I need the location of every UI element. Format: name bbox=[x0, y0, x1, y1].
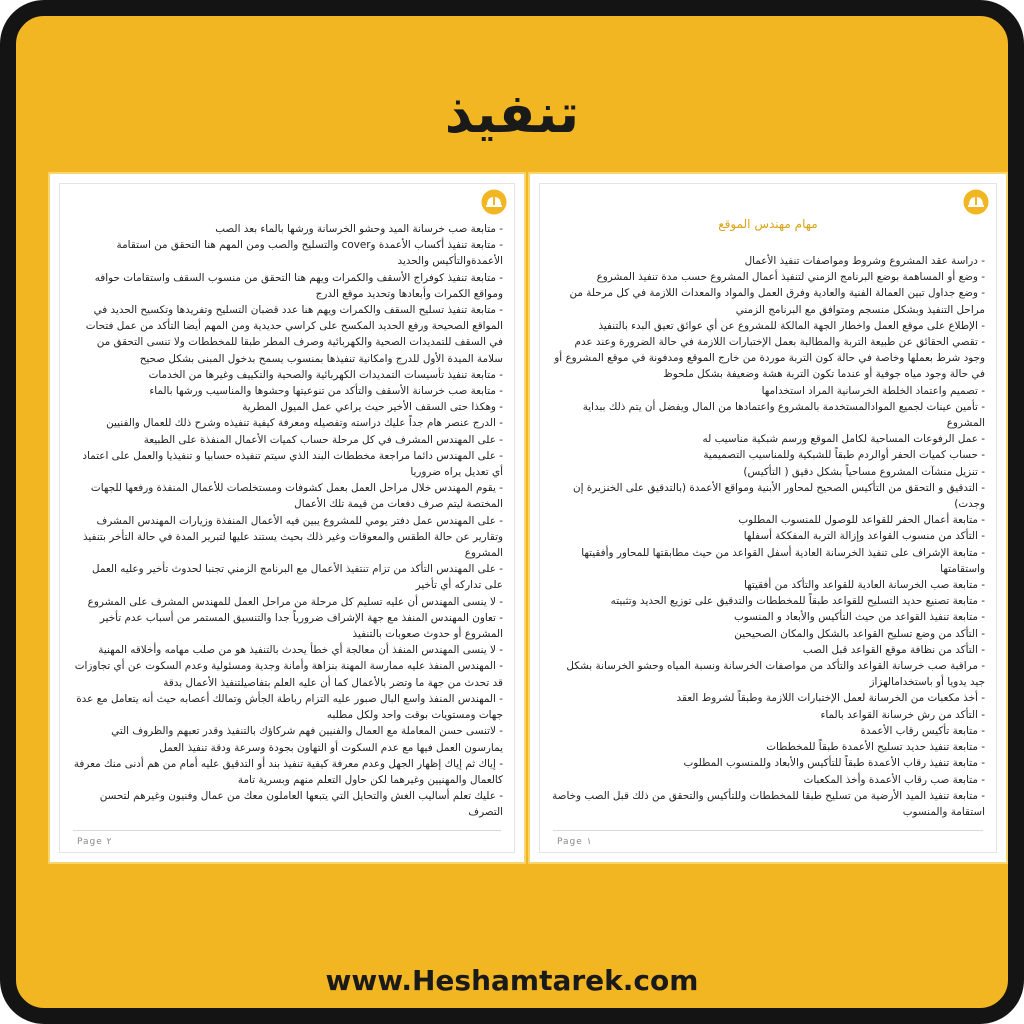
list-item: - تأمين عينات لجميع الموادالمستخدمة بالمشروع واعتمادها من المال ويفضل أن يتم ذلك ببداية المشروع bbox=[582, 400, 985, 430]
list-item: - الإطلاع على موقع العمل واخطار الجهة المالكة للمشروع عن أي عوائق تعيق البدء بالتنفيذ bbox=[598, 319, 985, 332]
list-item: - متابعة تنفيذ تأسيسات التمديدات الكهربائية والصحية والتكييف وغيرها من الخدمات bbox=[148, 368, 503, 381]
list-item: - تصميم واعتماد الخلطة الخرسانية المراد استخدامها bbox=[761, 384, 985, 397]
list-item: - وهكذا حتى السقف الأخير حيث يراعي عمل الميول المطرية bbox=[242, 401, 503, 414]
footer-divider bbox=[73, 830, 501, 831]
footer-divider bbox=[553, 830, 983, 831]
list-item: - تنزيل منشآت المشروع مساحياً بشكل دقيق ( التأكيس) bbox=[743, 465, 985, 478]
list-item: - متابعة تنفيذ تسليح السقف والكمرات ويهم هنا عدد قضبان التسليح وتفريدها وتكسيح الحديد في المواقع الصحيحة ورفع الحديد المكسح على كراسي حديدية ومن المهم أيضا التأكد من عمل فتحات في السقف للتمديدات الصحية والكهربائية وصرف المطر طبقا للمخططات ولا تنسى التحقق من سلامة الميدة الأول للدرج وامكانية تنفيذها بمنسوب يسمح بدخول المبنى بشكل صحيح bbox=[85, 304, 503, 365]
list-item: - متابعة تنفيذ الميد الأرضية من تسليح طبقا للمخططات وللتأكيس والتحقق من ذلك قبل الصب وخاصة استقامة والمنسوب bbox=[552, 789, 985, 818]
list-item: - لا ينسى المهندس أن عليه تسليم كل مرحلة من مراحل العمل للمهندس المشرف على المشروع bbox=[87, 595, 503, 608]
list-item: - دراسة عقد المشروع وشروط ومواصفات تنفيذ الأعمال bbox=[744, 255, 985, 267]
page-number: Page ١ bbox=[557, 837, 592, 847]
list-item: - متابعة صب خرسانة الميد وحشو الخرسانة ورشها بالماء بعد الصب bbox=[215, 223, 503, 235]
list-item: - متابعة صب رقاب الأعمدة وأخذ المكعبات bbox=[803, 773, 985, 786]
list-item: - الدرج عنصر هام جداً عليك دراسته وتفصيله ومعرفة كيفية تنفيذه وشرح ذلك للعمال والفنيين bbox=[106, 417, 503, 430]
list-item: - متابعة تنفيذ أكساب الأعمدة وcover والتسليح والصب ومن المهم هنا التحقق من استقامة الأعمدةوالتأكيس والحديد bbox=[116, 239, 503, 268]
document-page-2 bbox=[50, 174, 524, 862]
list-item: - لاتنسى حسن المعاملة مع العمال والفنيين فهم شركاؤك بالتنفيذ وقدر تعبهم والظروف التي يمارسون العمل فيها مع عدم السكوت أو التهاون بجودة وسرعة ودقة تنفيذ العمل bbox=[111, 725, 503, 754]
list-item: - على المهندس دائما مراجعة مخططات البند الذي سيتم تنفيذه حسابيا و تنفيذيا والعمل على اعتماد أي تعديل يراه ضروريا bbox=[82, 449, 503, 479]
list-item: - وضع جداول تبين العمالة الفنية والعادية وفرق العمل والمواد والمعدات اللازمة في كل مرحلة من مراحل التنفيذ وبشكل منسجم ومتوافق مع البرنامج الزمني bbox=[569, 287, 985, 316]
list-item: - التدقيق و التحقق من التأكيس الصحيح لمحاور الأبنية ومواقع الأعمدة (بالتدقيق على الخنزيرة إن وجدت) bbox=[572, 481, 985, 511]
hard-hat-icon bbox=[481, 189, 507, 215]
list-item: - المهندس المنفذ عليه ممارسة المهنة بنزاهة وأمانة وجدية ومسئولية وعدم السكوت عن أي تجاوزات قد تحدث من جهة ما وتضر بالأعمال كما أن عليه العلم بتفاصيلتنفيذ الأعمال بدقة bbox=[74, 660, 503, 689]
list-item: - أخذ مكعبات من الخرسانة لعمل الإختبارات اللازمة وطبقاً لشروط العقد bbox=[676, 692, 985, 705]
task-list-page-2 bbox=[71, 221, 503, 821]
list-item: - متابعة صب الخرسانة العادية للقواعد والتأكد من أفقيتها bbox=[743, 579, 985, 592]
list-item: - التأكد من منسوب القواعد وإزالة التربة المفككة أسفلها bbox=[743, 530, 985, 543]
list-item: - متابعة تنفيذ رقاب الأعمدة طبقاً للتأكيس والأبعاد وللمنسوب المطلوب bbox=[683, 757, 985, 770]
website-url[interactable]: www.Heshamtarek.com bbox=[325, 964, 699, 997]
list-item: - على المهندس المشرف في كل مرحلة حساب كميات الأعمال المنفذة على الطبيعة bbox=[143, 433, 503, 446]
list-item: - تعاون المهندس المنفذ مع جهة الإشراف ضرورياً جدا والتنسيق المستمر من أسباب عدم تأخير المشروع أو حدوث صعوبات بالتنفيذ bbox=[99, 611, 503, 641]
list-item: - يقوم المهندس خلال مراحل العمل بعمل كشوفات ومستخلصات للأعمال المنفذة ورفعها للجهات المختصة ليتم صرف دفعات من قيمة تلك الأعمال bbox=[90, 482, 503, 511]
list-item: - على المهندس التأكد من تزام تنتفيذ الأعمال مع البرنامج الزمني تجنبا لحدوث تأخير وعليه العمل على تداركه أي تأخير bbox=[92, 563, 503, 592]
list-item: - متابعة تنفيذ حديد تسليح الأعمدة طبقاً للمخططات bbox=[766, 741, 985, 754]
page-title: تنفيذ bbox=[444, 82, 580, 145]
list-item: - على المهندس عمل دفتر يومي للمشروع يبين فيه الأعمال المنفذة وزيارات المهندس المشرف وتقارير عن حالة الطقس والمعوقات وغير ذلك بحيث يستند عليها لتبرير المدة في حالة التأخر بتنفيذ المشروع bbox=[82, 514, 503, 560]
list-item: - متابعة تنفيذ كوفراج الأسقف والكمرات ويهم هنا التحقق من منسوب السقف واستقامات حوافه ومواقع الكمرات وأبعادها وتحديد موقع الدرج bbox=[94, 271, 503, 300]
list-item: - عمل الرفوعات المساحية لكامل الموقع ورسم شبكية مناسيب له bbox=[702, 433, 985, 446]
list-item: - متابعة تنفيذ القواعد من حيث التأكيس والأبعاد و المنسوب bbox=[734, 611, 985, 624]
list-item: - وضع أو المساهمة بوضع البرنامج الزمني لتنفيذ أعمال المشروع حسب مدة تنفيذ المشروع bbox=[596, 271, 985, 284]
list-item: - تقصي الحقائق عن طبيعة التربة والمطالبة بعمل الإختبارات اللازمة في حالة الضرورة وعند عدم وجود شرط بعملها وخاصة في حالة كون التربة موردة من خارج الموقع ومدفونة في موقع المشروع أو في حالة وجود مياه جوفية أو عندما تكون التربة هشة وضعيفة بشكل ملحوظ bbox=[554, 336, 985, 381]
hard-hat-icon bbox=[963, 189, 989, 215]
list-item: - متابعة أعمال الحفر للقواعد للوصول للمنسوب المطلوب bbox=[738, 514, 985, 527]
list-item: - إياك ثم إياك إظهار الجهل وعدم معرفة كيفية تنفيذ بند أو التدقيق عليه أمام من هم أدنى منك معرفة كالعمال والمهنيين وغيرهما لكن حاول التعلم منهم وبسرية تامة bbox=[73, 757, 503, 786]
list-item: - حساب كميات الحفر أوالردم طبقاً للشبكية وللمناسيب التصميمية bbox=[703, 449, 985, 462]
list-item: - متابعة تصنيع حديد التسليح للقواعد طبقاً للمخططات والتدقيق على توزيع الحديد وتثبيته bbox=[610, 595, 985, 608]
list-item: - المهندس المنفذ واسع البال صبور عليه التزام رباطة الجأش وتمالك أعصابه حيث أنه يتعامل مع عدة جهات ومستويات بوقت واحد ولكل مطلبه bbox=[76, 692, 503, 722]
list-item: - التأكد من وضع تسليح القواعد بالشكل والمكان الصحيحين bbox=[734, 627, 985, 640]
list-item: - متابعة الإشراف على تنفيذ الخرسانة العادية أسفل القواعد من حيث مطابقتها للمحاور وأفقيتها واستقامتها bbox=[581, 546, 985, 575]
list-item: - لا ينسى المهندس المنفذ أن معالجة أي خطأ يحدث بالتنفيذ هو من صلب مهامه وأخلاقه المهنية bbox=[98, 644, 503, 657]
task-list-page-1 bbox=[551, 253, 985, 820]
list-item: - متابعة صب خرسانة الأسقف والتأكد من تنوعيتها وحشوها والمناسيب ورشها بالماء bbox=[149, 385, 503, 398]
section-heading: مهام مهندس الموقع bbox=[718, 217, 818, 231]
page-number: Page ٢ bbox=[77, 837, 112, 847]
list-item: - التأكد من رش خرسانة القواعد بالماء bbox=[820, 708, 985, 721]
list-item: - متابعة تأكيس رقاب الأعمدة bbox=[860, 724, 985, 737]
list-item: - التأكد من نظافة موقع القواعد قبل الصب bbox=[802, 643, 985, 656]
document-page-1 bbox=[530, 174, 1006, 862]
list-item: - عليك تعلم أساليب الغش والتحايل التي يتبعها العاملون معك من عمال وفنيون وغيرهم لتحسن التصرف bbox=[99, 790, 503, 819]
list-item: - مراقبة صب خرسانة القواعد والتأكد من مواصفات الخرسانة ونسبة المياه وحشو الخرسانة بشكل جيد يدويا أو باستخدامالهزاز bbox=[566, 660, 985, 689]
